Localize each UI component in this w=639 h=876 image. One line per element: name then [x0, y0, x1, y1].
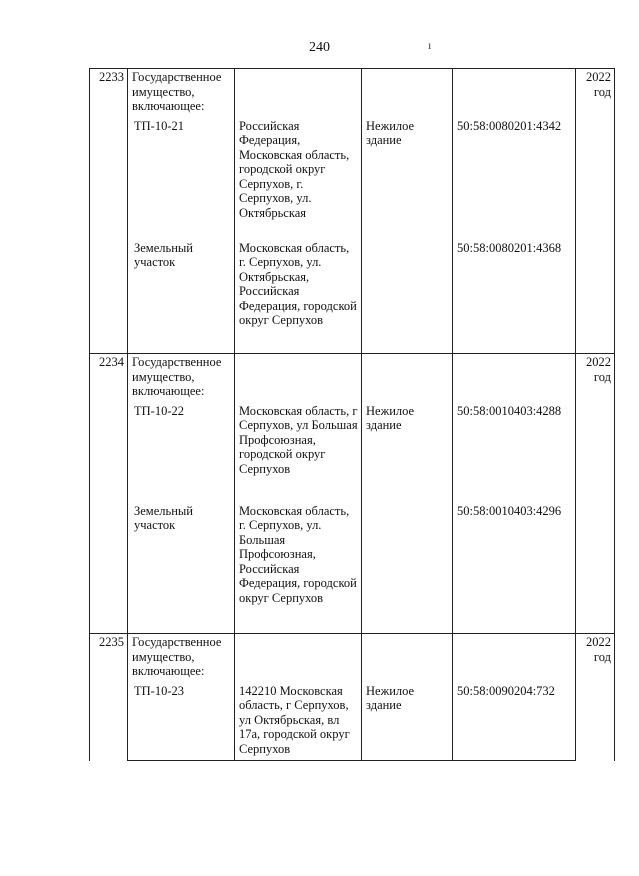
- entry-title: Государственное имущество, включающее:: [128, 354, 235, 399]
- item-address: Московская область, г Серпухов, ул Большая Профсоюзная, городской округ Серпухов: [235, 399, 362, 499]
- item-name: ТП-10-21: [128, 114, 235, 236]
- item-name: ТП-10-22: [128, 399, 235, 499]
- registry-item-row: [90, 236, 615, 354]
- item-address: Московская область, г. Серпухов, ул. Большая Профсоюзная, Российская Федерация, городской округ Серпухов: [235, 499, 362, 634]
- entry-number: 2234: [90, 354, 128, 634]
- entry-cadastral: [453, 69, 576, 114]
- registry-entry-header: [90, 354, 615, 399]
- page-number: 240: [309, 40, 330, 55]
- item-address: Московская область, г. Серпухов, ул. Октябрьская, Российская Федерация, городской округ Серпухов: [235, 236, 362, 354]
- item-type: [362, 236, 453, 354]
- property-registry-table: [89, 68, 615, 761]
- item-type: Нежилое здание: [362, 399, 453, 499]
- entry-title: Государственное имущество, включающее:: [128, 69, 235, 114]
- registry-item-row: [90, 679, 615, 761]
- item-cadastral: 50:58:0010403:4296: [453, 499, 576, 634]
- entry-type: [362, 354, 453, 399]
- item-address: 142210 Московская область, г Серпухов, ул Октябрьская, вл 17а, городской округ Серпухов: [235, 679, 362, 761]
- entry-cadastral: [453, 354, 576, 399]
- entry-number: 2233: [90, 69, 128, 354]
- registry-entry-header: [90, 69, 615, 114]
- item-name: ТП-10-23: [128, 679, 235, 761]
- item-cadastral: 50:58:0080201:4342: [453, 114, 576, 236]
- entry-type: [362, 634, 453, 679]
- entry-number: 2235: [90, 634, 128, 761]
- item-type: Нежилое здание: [362, 679, 453, 761]
- entry-year: 2022 год: [576, 634, 615, 761]
- entry-address: [235, 354, 362, 399]
- registry-item-row: [90, 399, 615, 499]
- item-cadastral: 50:58:0010403:4288: [453, 399, 576, 499]
- item-type: Нежилое здание: [362, 114, 453, 236]
- page-mark: ı: [428, 38, 432, 52]
- item-type: [362, 499, 453, 634]
- item-cadastral: 50:58:0090204:732: [453, 679, 576, 761]
- entry-title: Государственное имущество, включающее:: [128, 634, 235, 679]
- item-address: Российская Федерация, Московская область, городской округ Серпухов, г. Серпухов, ул. Октябрьская: [235, 114, 362, 236]
- entry-cadastral: [453, 634, 576, 679]
- registry-entry-header: [90, 634, 615, 679]
- entry-type: [362, 69, 453, 114]
- entry-year: 2022 год: [576, 354, 615, 634]
- item-cadastral: 50:58:0080201:4368: [453, 236, 576, 354]
- item-name: Земельный участок: [128, 499, 235, 634]
- entry-year: 2022 год: [576, 69, 615, 354]
- registry-item-row: [90, 499, 615, 634]
- entry-address: [235, 69, 362, 114]
- registry-item-row: [90, 114, 615, 236]
- item-name: Земельный участок: [128, 236, 235, 354]
- entry-address: [235, 634, 362, 679]
